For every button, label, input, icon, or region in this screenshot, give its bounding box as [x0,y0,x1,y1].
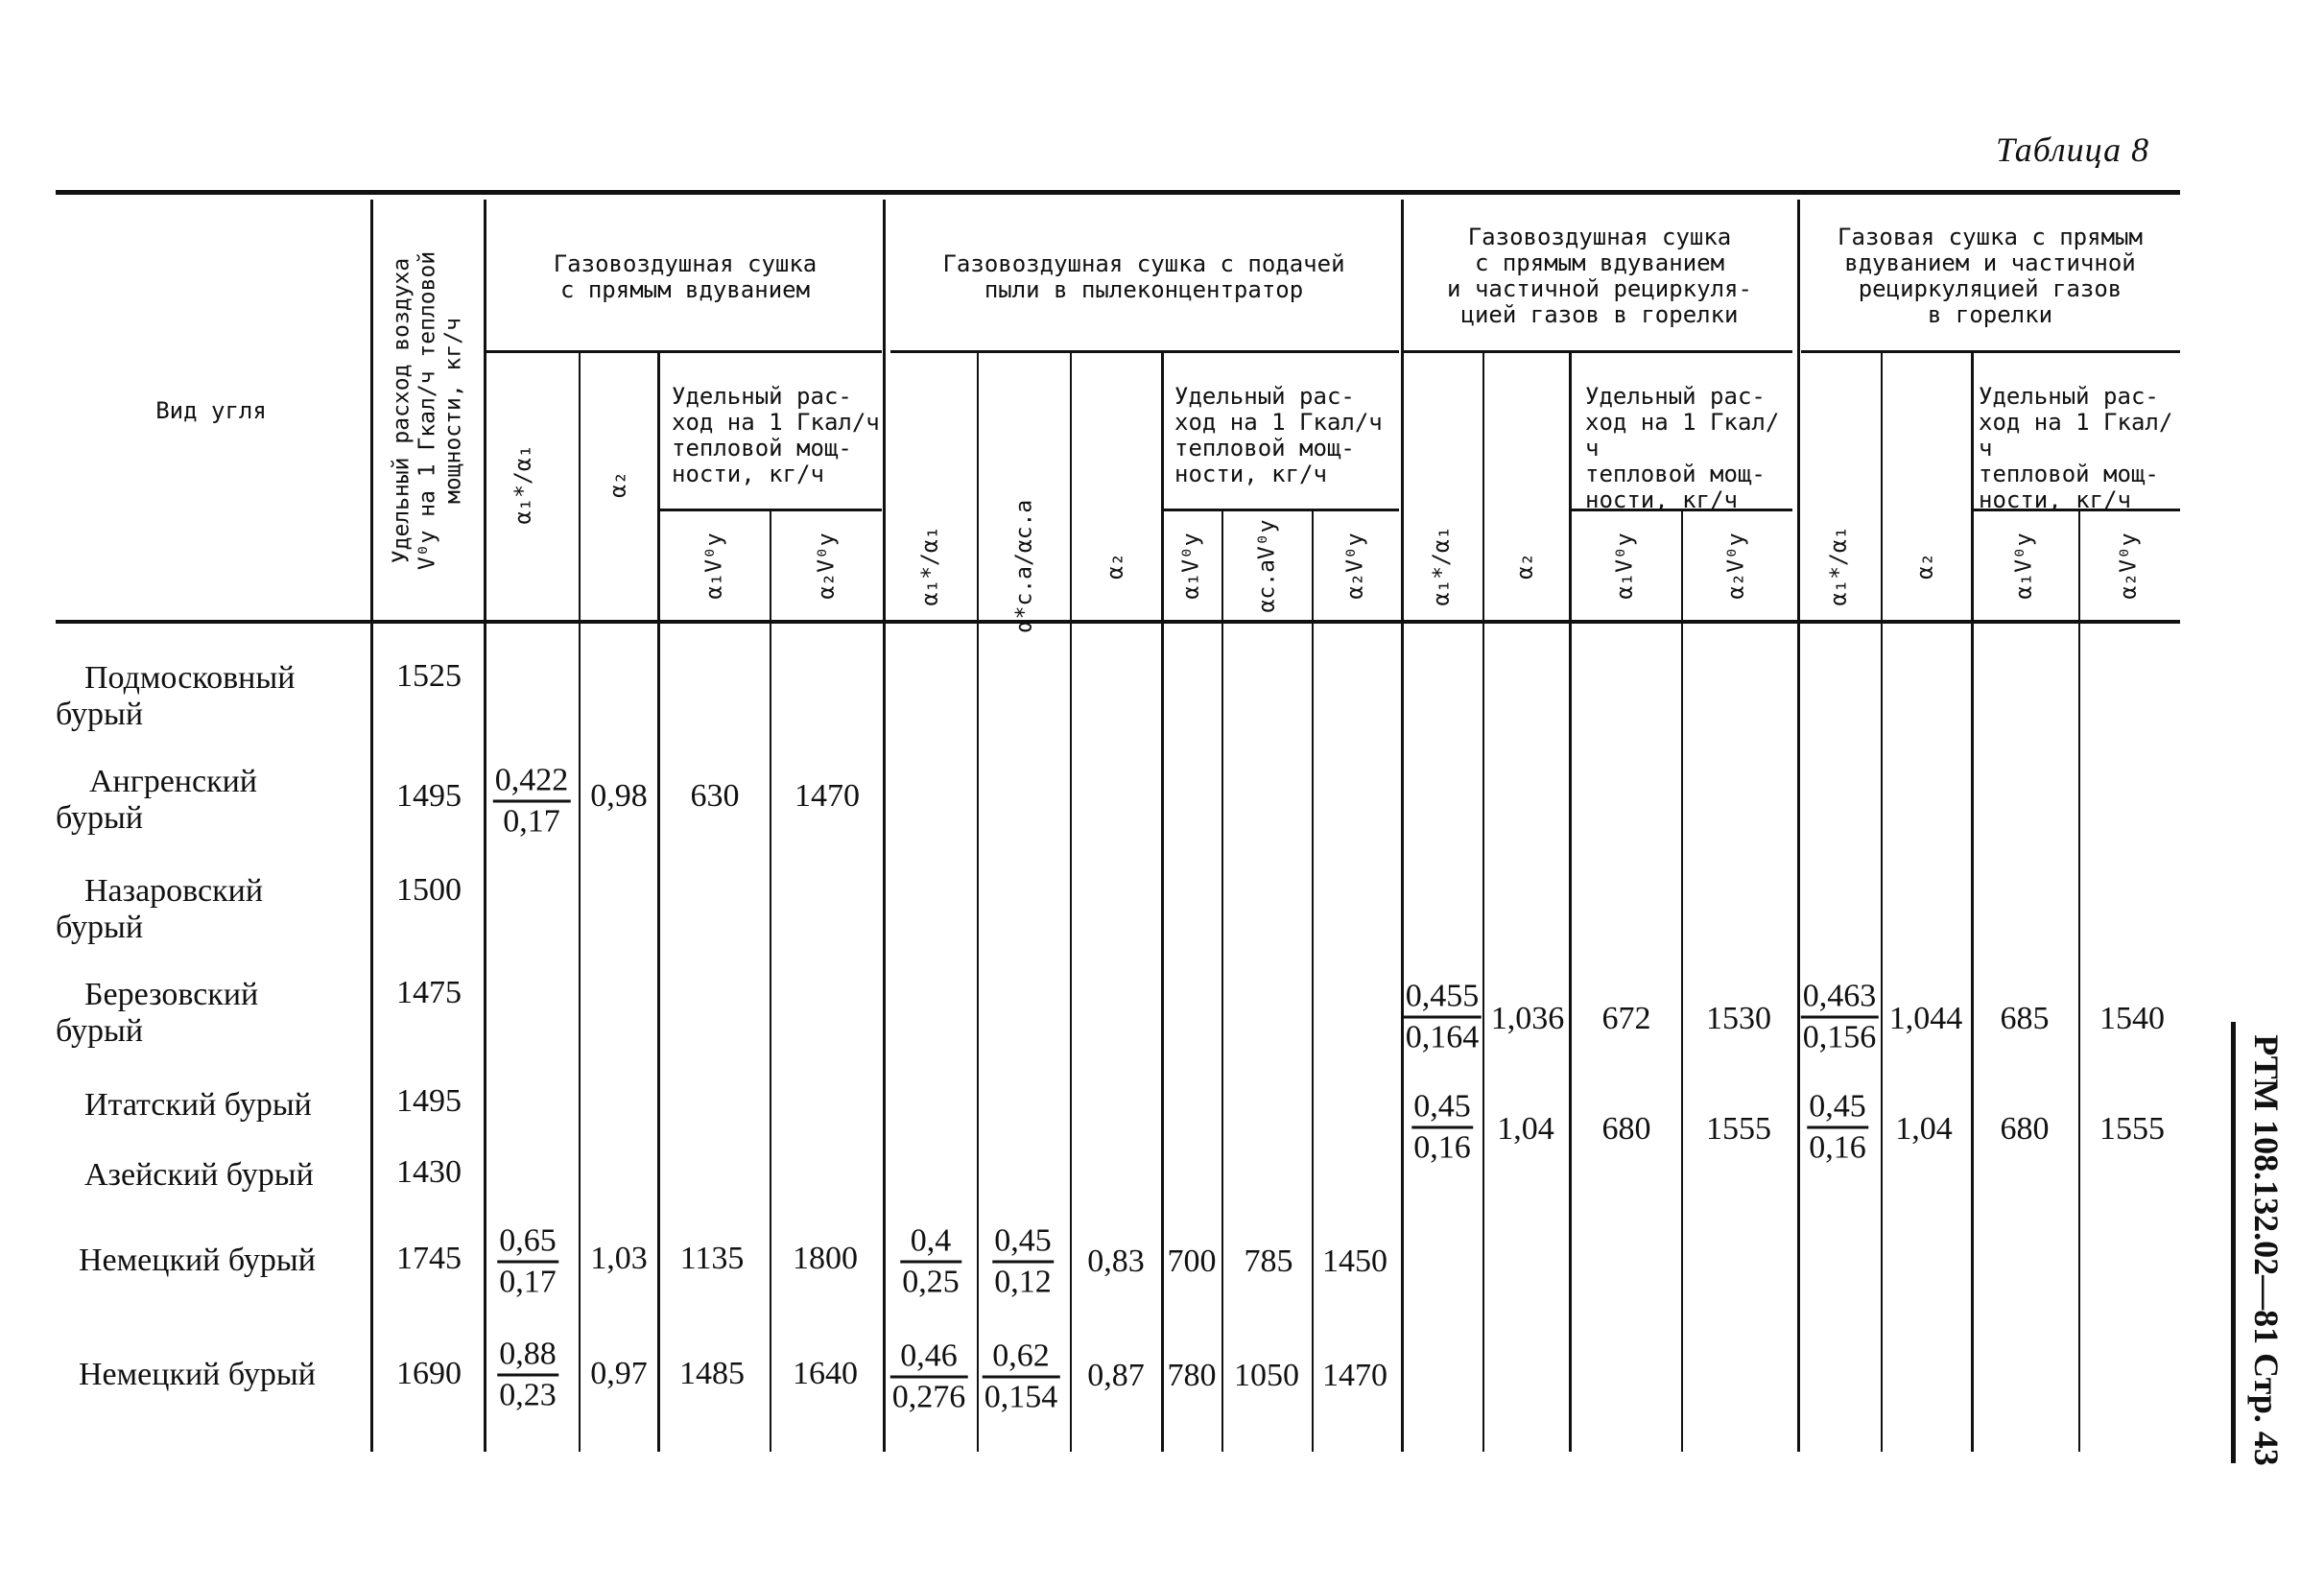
g1-a2-value: 0,98 [590,778,648,814]
g1-a1V-value: 1135 [679,1241,745,1276]
g2-acaV-value: 1050 [1234,1358,1299,1393]
g2-a2V-header: α₂V⁰у [1342,533,1368,600]
g4-a2V-value: 1540 [2099,1001,2165,1036]
air-rate-value: 1500 [396,872,462,908]
group1-sub-rule [486,350,882,353]
g3-ratio-fraction: $\frac{0,455}{0,164}$ [1405,978,1480,1055]
g2-a1V-value: 780 [1167,1358,1217,1393]
group2-rate-header: Удельный рас- ход на 1 Гкал/ч тепловой мощ- ности, кг/ч [1174,383,1383,487]
group3-sub-rule [1404,350,1792,353]
g1-a1V-header: α₁V⁰у [701,533,727,600]
col-divider [1312,511,1314,1452]
coal-type-header: Вид угля [155,397,267,424]
g1-ratio-fraction: $\frac{0,65}{0,17}$ [499,1222,557,1300]
group4-sub-rule [1801,350,2180,353]
g2-aca-fraction: $\frac{0,62}{0,154}$ [984,1338,1058,1415]
col-divider [1971,353,1974,1452]
g2-a1V-value: 700 [1167,1244,1217,1279]
col-divider [1161,353,1164,1452]
group3-rate-header: Удельный рас- ход на 1 Гкал/ч тепловой мощ- ности, кг/ч [1585,383,1780,513]
g2-aca-ratio-header: α*с.а/αс.а [1011,499,1037,633]
g1-a2V-value: 1800 [793,1241,858,1276]
g2-a2-value: 0,83 [1087,1244,1145,1279]
header-bottom-rule [56,620,2180,624]
col-divider [977,353,979,1452]
air-rate-value: 1475 [396,975,462,1010]
col-divider [1070,353,1072,1452]
group1-rate-header: Удельный рас- ход на 1 Гкал/ч тепловой мощ- ности, кг/ч [672,383,880,487]
g1-a2V-value: 1470 [794,778,860,814]
table-title: Таблица 8 [1996,130,2150,169]
g4-a2-value: 1,044 [1888,1001,1963,1036]
col-divider [1681,511,1683,1452]
air-rate-value: 1495 [396,778,462,814]
g2-a1-fraction: $\frac{0,46}{0,276}$ [891,1338,966,1415]
g2-acaV-value: 785 [1244,1244,1293,1279]
row-name: Немецкий бурый [79,1357,316,1392]
row-name: Азейский бурый [84,1157,314,1193]
group2-header: Газовоздушная сушка с подачей пыли в пылеконцентратор [942,250,1345,303]
g3-ratio-fraction: $\frac{0,45}{0,16}$ [1413,1088,1471,1166]
g2-a2V-value: 1470 [1322,1358,1387,1393]
air-rate-value: 1525 [396,658,462,694]
row-name: Итатский бурый [84,1087,312,1123]
col-divider [1881,353,1883,1452]
g2-a2-value: 0,87 [1087,1358,1145,1393]
group2-sub-rule [890,350,1399,353]
row-name: Немецкий бурый [79,1243,316,1278]
g3-a2-value: 1,036 [1490,1001,1565,1036]
g4-a2-header: α₂ [1912,553,1938,580]
g2-a2V-value: 1450 [1322,1244,1387,1279]
g1-a2-value: 1,03 [590,1241,648,1276]
g2-a2-header: α₂ [1103,553,1128,580]
group2-rate-rule [1164,509,1399,511]
row-name: Подмосковный бурый [56,660,296,732]
col-divider [2078,511,2080,1452]
g1-a2-header: α₂ [605,471,631,498]
group3-header: Газовоздушная сушка с прямым вдуванием и частичной рециркуля- цией газов в горелки [1447,224,1752,328]
air-rate-value: 1495 [396,1083,462,1119]
air-rate-header: Удельный расход воздуха V⁰у на 1 Гкал/ч тепловой мощности, кг/ч [389,250,466,571]
g2-a1-fraction: $\frac{0,4}{0,25}$ [902,1222,960,1300]
g1-a1V-value: 1485 [679,1356,745,1391]
g2-a1-ratio-header: α₁*/α₁ [917,526,943,606]
row-name: Назаровский бурый [56,873,264,945]
air-rate-value: 1690 [396,1356,462,1391]
g1-a1-ratio-header: α₁*/α₁ [510,444,536,525]
col-divider [657,353,660,1452]
g3-a2V-value: 1530 [1706,1001,1771,1036]
g3-a1V-header: α₁V⁰у [1612,533,1638,600]
col-divider [1482,353,1484,1452]
g4-a1V-value: 680 [2000,1111,2050,1147]
g4-a2V-value: 1555 [2099,1111,2165,1147]
g1-a1V-value: 630 [690,778,740,814]
g4-ratio-fraction: $\frac{0,45}{0,16}$ [1809,1088,1866,1166]
col-divider [1569,353,1572,1452]
g3-a1V-value: 680 [1601,1111,1651,1147]
g4-a2-value: 1,04 [1895,1111,1953,1147]
g4-a2V-header: α₂V⁰у [2116,533,2142,600]
g3-a2V-header: α₂V⁰у [1723,533,1749,600]
top-rule [56,190,2180,195]
g1-a2V-value: 1640 [793,1356,858,1391]
g3-a2-value: 1,04 [1497,1111,1554,1147]
row-name: Березовский бурый [56,977,259,1049]
col-divider [579,353,581,1452]
g1-a2-value: 0,97 [590,1356,648,1391]
air-rate-value: 1745 [396,1241,462,1276]
g4-a1V-value: 685 [2000,1001,2050,1036]
col-divider [1221,511,1223,1452]
col-divider [484,200,486,1452]
g1-a2V-header: α₂V⁰у [814,533,840,600]
g4-a1-ratio-header: α₁*/α₁ [1826,526,1852,606]
g3-a2-header: α₂ [1512,553,1538,580]
g2-a1V-header: α₁V⁰у [1178,533,1204,600]
side-rule [2231,1022,2236,1463]
group4-header: Газовая сушка с прямым вдуванием и частичной рециркуляцией газов в горелки [1838,224,2143,328]
g3-a2V-value: 1555 [1706,1111,1771,1147]
g1-ratio-fraction: $\frac{0,88}{0,23}$ [499,1336,557,1413]
g4-ratio-fraction: $\frac{0,463}{0,156}$ [1802,978,1877,1055]
col-divider [770,511,771,1452]
air-rate-value: 1430 [396,1154,462,1190]
col-divider [370,200,373,1452]
g4-a1V-header: α₁V⁰у [2011,533,2037,600]
g1-ratio-fraction: $\frac{0,422}{0,17}$ [494,762,569,840]
col-divider [883,200,886,1452]
g2-acaV-header: αс.аV⁰у [1254,519,1280,613]
group1-header: Газовоздушная сушка с прямым вдуванием [553,250,818,303]
g3-a1V-value: 672 [1601,1001,1651,1036]
g2-aca-fraction: $\frac{0,45}{0,12}$ [994,1222,1052,1300]
col-divider [1797,200,1800,1452]
group4-rate-header: Удельный рас- ход на 1 Гкал/ч тепловой мощ- ности, кг/ч [1979,383,2173,513]
g3-a1-ratio-header: α₁*/α₁ [1429,526,1455,606]
col-divider [1401,200,1404,1452]
row-name: Ангренский бурый [56,764,257,836]
